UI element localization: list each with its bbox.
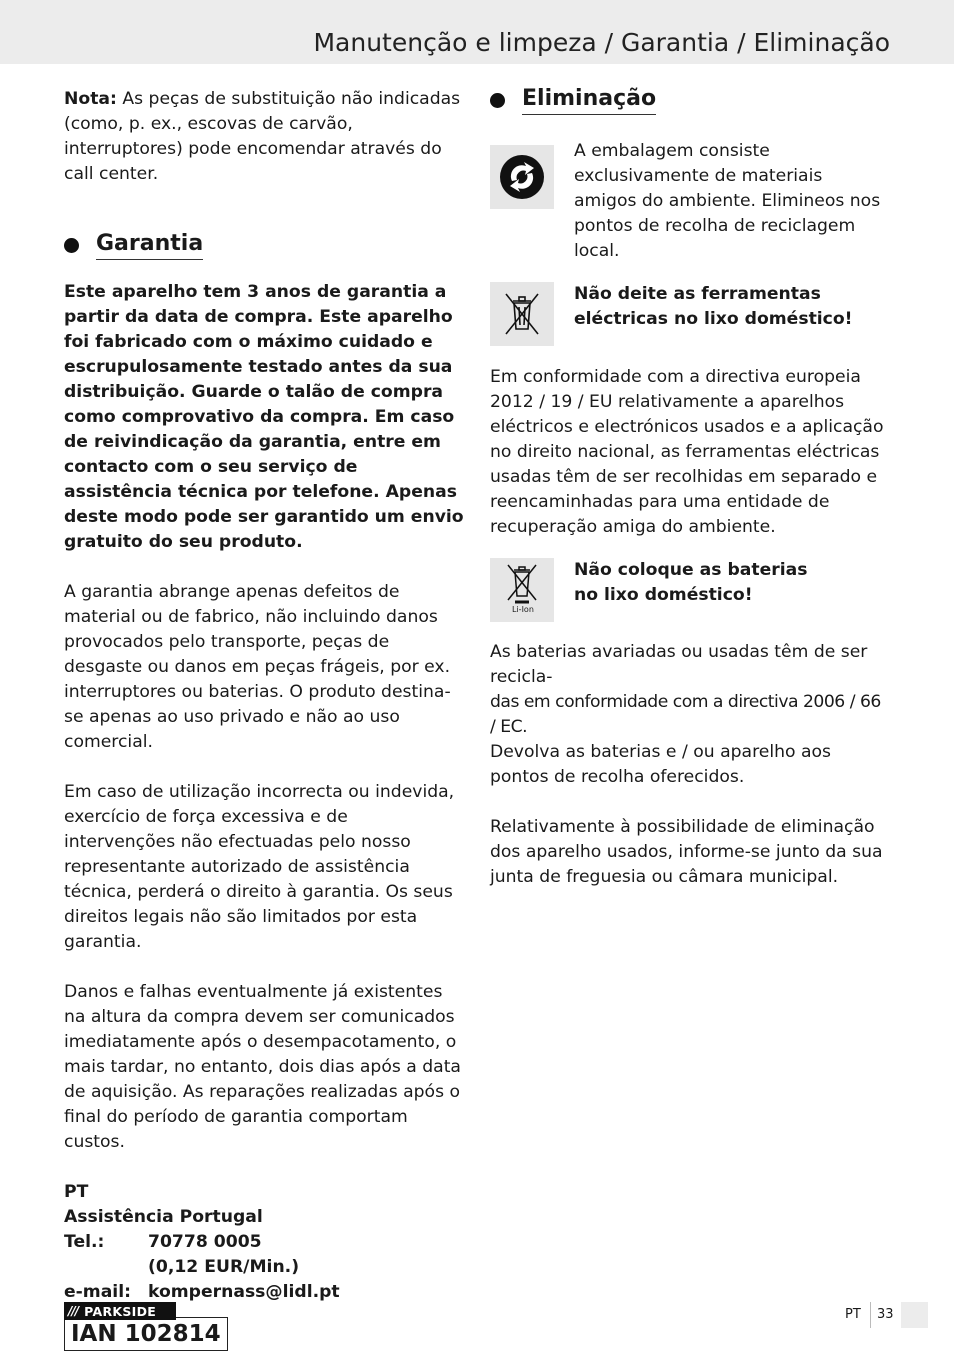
right-column <box>490 85 890 890</box>
crossed-bin-icon <box>490 282 554 346</box>
contact-service: Assistência Portugal <box>64 1207 263 1227</box>
contact-grid <box>64 1230 464 1305</box>
footer-language: PT <box>845 1307 861 1322</box>
parkside-logo <box>64 1302 176 1320</box>
battery-warning <box>574 558 890 608</box>
contact-country: PT <box>64 1182 89 1202</box>
garantia-paragraph-3: Em caso de utilização incorrecta ou indevida, exercício de força excessiva e de intervenções não efectuadas pelo nosso representante autorizado de assistência técnica, perderá o direito à garantia. Os seus direitos legais não são limitados por esta garantia. <box>64 782 455 952</box>
packaging-row <box>490 139 890 264</box>
packaging-text: A embalagem consiste exclusivamente de materiais amigos do ambiente. Elimineos nos pontos de recolha de reciclagem local. <box>574 141 881 261</box>
tel-rate: (0,12 EUR/Min.) <box>148 1257 300 1277</box>
battery-icon-label: Li-Ion <box>512 605 534 614</box>
battery-warning-line-2: no lixo doméstico! <box>574 585 753 605</box>
note-label: Nota: <box>64 89 117 109</box>
tel-label: Tel.: <box>64 1232 105 1252</box>
eliminacao-heading <box>490 85 890 115</box>
email-label: e-mail: <box>64 1282 131 1302</box>
battery-paragraph <box>490 640 890 790</box>
bullet-icon <box>490 93 505 108</box>
left-column <box>64 87 464 1351</box>
ian-badge: IAN 102814 <box>64 1317 228 1351</box>
page-number: 33 <box>877 1307 894 1322</box>
footer-divider <box>870 1302 871 1328</box>
recycling-icon <box>490 145 554 209</box>
tools-warning: Não deite as ferramentas eléctricas no lixo doméstico! <box>574 284 853 329</box>
tel-value: 70778 0005 <box>148 1232 262 1252</box>
garantia-heading <box>64 230 464 260</box>
eliminacao-title: Eliminação <box>522 85 656 115</box>
disposal-paragraph: Relativamente à possibilidade de eliminação dos aparelho usados, informe-se junto da sua junta de freguesia ou câmara municipal. <box>490 817 883 887</box>
garantia-paragraph-4: Danos e falhas eventualmente já existentes na altura da compra devem ser comunicados imediatamente após o desempacotamento, o mais tardar, no entanto, dois dias após a data de aquisição. As reparações realizadas após o final do período de garantia comportam custos. <box>64 982 461 1152</box>
battery-bin-icon <box>490 558 554 622</box>
note-paragraph <box>64 87 464 187</box>
bullet-icon <box>64 238 79 253</box>
battery-warning-line-1: Não coloque as baterias <box>574 560 808 580</box>
logo-stripes: /// <box>68 1303 79 1318</box>
battery-line-3: Devolva as baterias e / ou aparelho aos pontos de recolha oferecidos. <box>490 742 831 787</box>
garantia-title: Garantia <box>96 230 203 260</box>
contact-block <box>64 1180 464 1305</box>
footer-tab <box>901 1302 928 1328</box>
tools-row <box>490 282 890 346</box>
battery-line-2: das em conformidade com a directiva 2006 / 66 / EC. <box>490 692 881 737</box>
battery-row <box>490 558 890 622</box>
garantia-bold-paragraph: Este aparelho tem 3 anos de garantia a partir da data de compra. Este aparelho foi fabricado com o máximo cuidado e escrupulosamente testado antes da sua distribuição. Guarde o talão de compra como comprovativo da compra. Em caso de reivindicação da garantia, entre em contacto com o seu serviço de assistência técnica por telefone. Apenas deste modo pode ser garantido um envio gratuito do seu produto. <box>64 282 464 552</box>
directive-paragraph: Em conformidade com a directiva europeia 2012 / 19 / EU relativamente a aparelhos eléctricos e electrónicos usados e a aplicação no direito nacional, as ferramentas eléctricas usadas têm de ser recolhidas em separado e reencaminhadas para uma entidade de recuperação amiga do ambiente. <box>490 367 884 537</box>
note-text: As peças de substituição não indicadas (como, p. ex., escovas de carvão, interruptores) pode encomendar através do call center. <box>64 89 461 184</box>
page-title: Manutenção e limpeza / Garantia / Eliminação <box>313 28 890 57</box>
email-value: kompernass@lidl.pt <box>148 1282 340 1302</box>
battery-line-1: As baterias avariadas ou usadas têm de ser recicla- <box>490 642 868 687</box>
garantia-paragraph-2: A garantia abrange apenas defeitos de material ou de fabrico, não incluindo danos provocados pelo transporte, peças de desgaste ou danos em peças frágeis, por ex. interruptores ou baterias. O produto destina-se apenas ao uso privado e não ao uso comercial. <box>64 582 451 752</box>
logo-brand: PARKSIDE <box>84 1303 157 1319</box>
page-header <box>0 0 954 64</box>
